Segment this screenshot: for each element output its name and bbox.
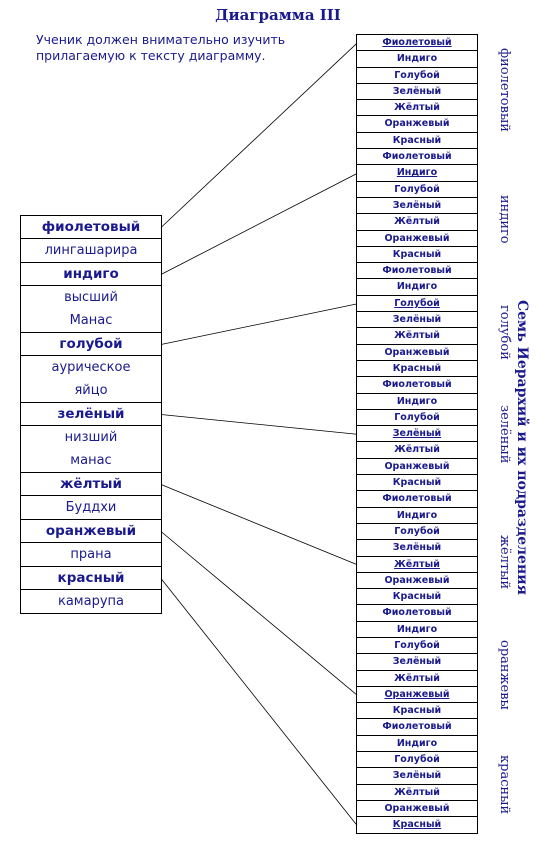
hierarchy-cell: Индиго — [357, 622, 477, 638]
connector-line — [161, 485, 357, 565]
hierarchy-link[interactable]: Индиго — [357, 165, 477, 181]
hierarchy-cell: Фиолетовый — [357, 605, 477, 621]
group-label: зелёный — [497, 405, 512, 464]
hierarchy-link[interactable]: Голубой — [357, 296, 477, 312]
hierarchy-cell: Оранжевый — [357, 345, 477, 361]
principle-color-name: зелёный — [21, 403, 161, 426]
group-label: индиго — [497, 195, 512, 244]
principle-description: яйцо — [74, 383, 108, 398]
principle-group — [21, 263, 161, 333]
hierarchy-link[interactable]: Жёлтый — [357, 557, 477, 573]
hierarchy-link[interactable]: Красный — [357, 817, 477, 833]
hierarchy-cell: Голубой — [357, 410, 477, 426]
hierarchy-cell: Голубой — [357, 68, 477, 84]
hierarchy-cell: Фиолетовый — [357, 377, 477, 393]
principle-group — [21, 333, 161, 403]
principle-color-name: фиолетовый — [21, 216, 161, 239]
hierarchy-link[interactable]: Оранжевый — [357, 687, 477, 703]
connector-line — [161, 415, 357, 435]
hierarchy-cell: Красный — [357, 703, 477, 719]
hierarchy-cell: Жёлтый — [357, 785, 477, 801]
hierarchy-cell: Зелёный — [357, 654, 477, 670]
hierarchy-cell: Голубой — [357, 638, 477, 654]
hierarchy-cell: Красный — [357, 475, 477, 491]
hierarchy-link[interactable]: Зелёный — [357, 426, 477, 442]
principle-description: прана — [70, 547, 112, 562]
principle-group — [21, 520, 161, 567]
group-label: жёлтый — [497, 535, 512, 590]
hierarchies-table — [356, 34, 478, 834]
principles-table — [20, 215, 162, 614]
connector-line — [161, 532, 357, 696]
principle-group — [21, 567, 161, 613]
principle-group — [21, 403, 161, 473]
principle-color-name: оранжевый — [21, 520, 161, 543]
hierarchies-main-label: Семь Иерархий и их подразделения — [514, 300, 530, 595]
principle-group — [21, 216, 161, 263]
hierarchy-cell: Голубой — [357, 524, 477, 540]
diagram-title: Диаграмма III — [215, 6, 341, 24]
intro-text: Ученик должен внимательно изучить прилагаемую к тексту диаграмму. — [36, 32, 286, 63]
principle-color-name: жёлтый — [21, 473, 161, 496]
principle-color-name: индиго — [21, 263, 161, 286]
hierarchy-cell: Жёлтый — [357, 214, 477, 230]
hierarchy-cell: Красный — [357, 247, 477, 263]
connector-line — [161, 43, 357, 227]
principle-description: высший — [64, 290, 118, 305]
hierarchy-cell: Оранжевый — [357, 116, 477, 132]
hierarchy-link[interactable]: Фиолетовый — [357, 35, 477, 51]
group-label: фиолетовый — [497, 48, 512, 132]
hierarchy-cell: Индиго — [357, 279, 477, 295]
hierarchy-cell: Жёлтый — [357, 442, 477, 458]
principle-color-name: голубой — [21, 333, 161, 356]
hierarchy-cell: Зелёный — [357, 312, 477, 328]
principle-description: Манас — [69, 313, 113, 328]
hierarchy-cell: Зелёный — [357, 84, 477, 100]
principle-group — [21, 473, 161, 520]
hierarchy-cell: Индиго — [357, 736, 477, 752]
hierarchy-cell: Оранжевый — [357, 459, 477, 475]
hierarchy-cell: Жёлтый — [357, 328, 477, 344]
principle-description: камарупа — [57, 594, 124, 609]
hierarchy-cell: Фиолетовый — [357, 149, 477, 165]
principle-description: Буддхи — [65, 500, 117, 515]
group-label: голубой — [497, 305, 512, 360]
connector-line — [161, 304, 357, 345]
hierarchy-cell: Голубой — [357, 752, 477, 768]
group-label: красный — [497, 755, 512, 815]
principle-color-name: красный — [21, 567, 161, 590]
hierarchy-cell: Голубой — [357, 182, 477, 198]
connector-line — [161, 174, 357, 275]
hierarchy-cell: Фиолетовый — [357, 491, 477, 507]
hierarchy-cell: Оранжевый — [357, 231, 477, 247]
principle-description: лингашарира — [44, 243, 138, 258]
hierarchy-cell: Жёлтый — [357, 671, 477, 687]
hierarchy-cell: Индиго — [357, 508, 477, 524]
hierarchy-cell: Индиго — [357, 394, 477, 410]
hierarchy-cell: Фиолетовый — [357, 263, 477, 279]
hierarchy-cell: Красный — [357, 133, 477, 149]
hierarchy-cell: Жёлтый — [357, 100, 477, 116]
principle-description: аурическое — [51, 360, 131, 375]
hierarchy-cell: Зелёный — [357, 198, 477, 214]
hierarchy-cell: Зелёный — [357, 768, 477, 784]
principle-description: низший — [64, 430, 118, 445]
hierarchy-cell: Зелёный — [357, 540, 477, 556]
principle-description: манас — [70, 453, 112, 468]
hierarchy-cell: Фиолетовый — [357, 719, 477, 735]
hierarchy-cell: Оранжевый — [357, 573, 477, 589]
connector-line — [161, 579, 357, 826]
hierarchy-cell: Красный — [357, 361, 477, 377]
hierarchy-cell: Красный — [357, 589, 477, 605]
hierarchy-cell: Оранжевый — [357, 801, 477, 817]
hierarchy-cell: Индиго — [357, 51, 477, 67]
group-label: оранжевы — [497, 640, 512, 710]
